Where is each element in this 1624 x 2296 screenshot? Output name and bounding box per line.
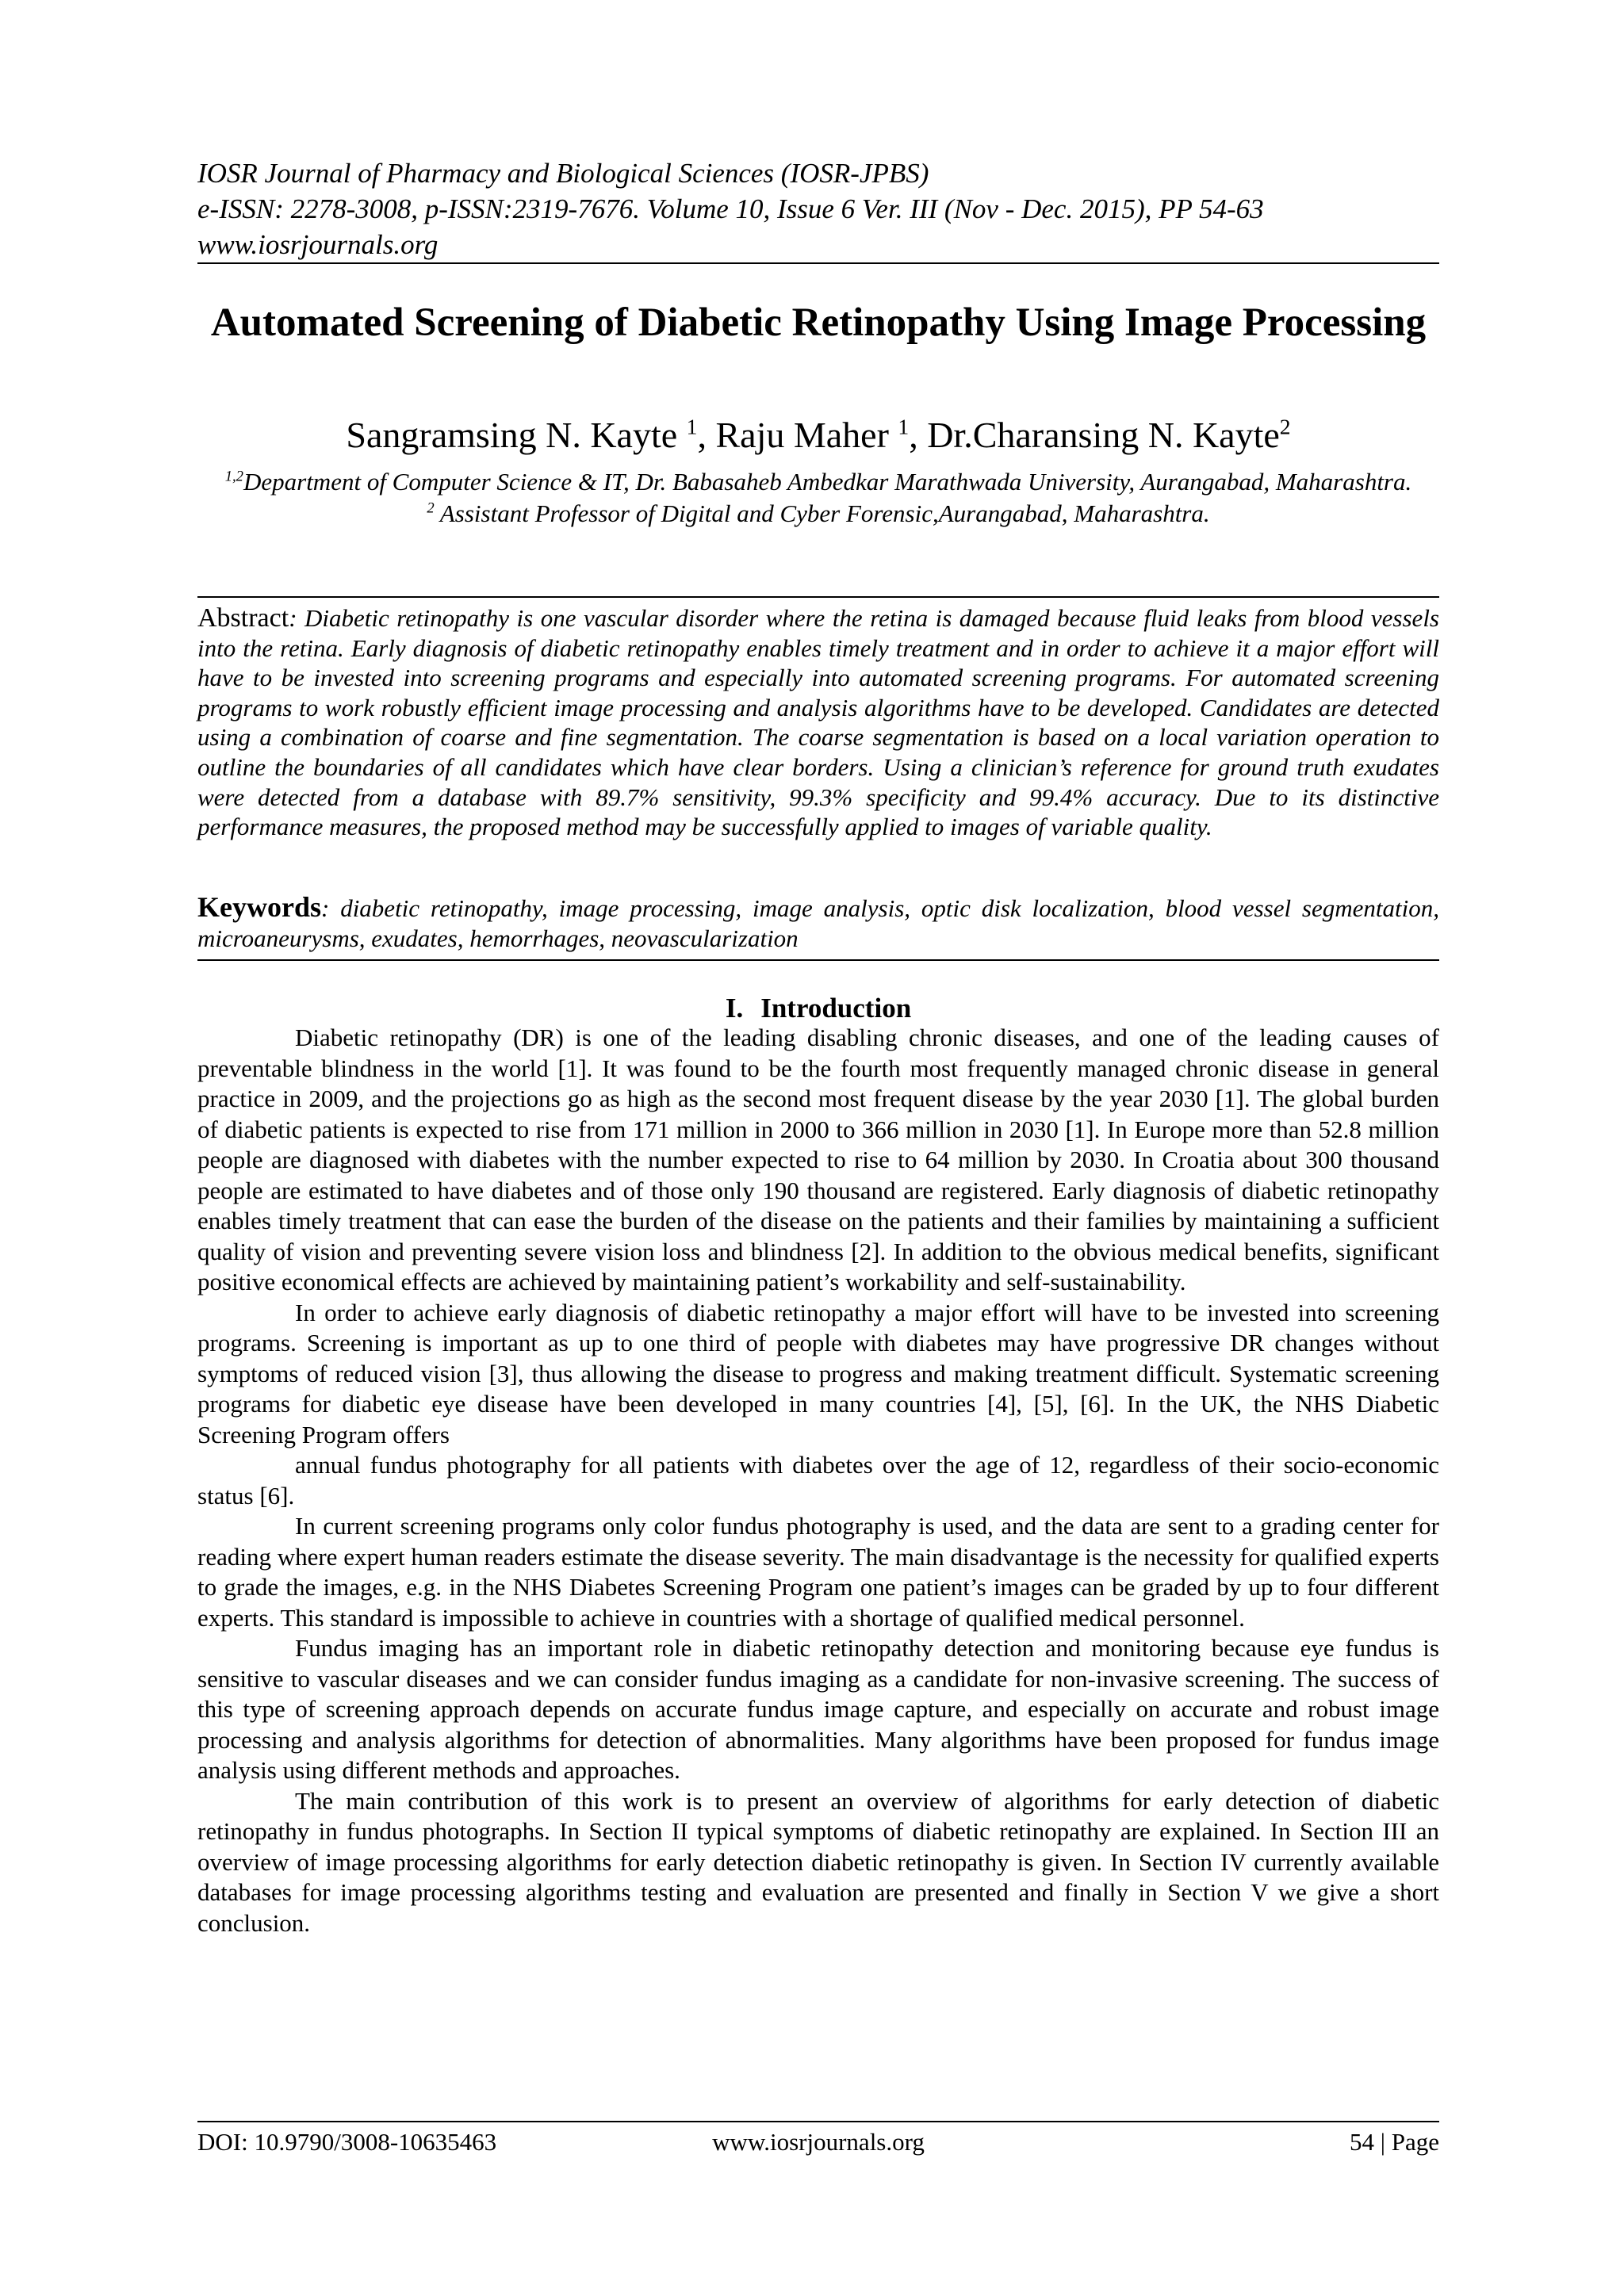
affiliations bbox=[197, 466, 1439, 530]
affiliation-line: $^2$ Assistant Professor of Digital and Cyber Forensic,Aurangabad, Maharashtra. bbox=[427, 499, 1210, 527]
paragraph: In current screening programs only color fundus photography is used, and the data are sent to a grading center for reading where expert human readers estimate the disease severity. The main disadvantage is the necessity for qualified experts to grade the images, e.g. in the NHS Diabetes Screening Program one patient’s images can be graded by up to four different experts. This standard is impossible to achieve in countries with a shortage of qualified medical personnel. bbox=[197, 1512, 1439, 1632]
footer-page-number: 54 | Page bbox=[1350, 2128, 1439, 2156]
journal-header bbox=[197, 155, 1439, 262]
abstract-text: : Diabetic retinopathy is one vascular disorder where the retina is damaged because fluid leaks from blood vessels into the retina. Early diagnosis of diabetic retinopathy enables timely treatment and in order to achieve it a major effort will have to be invested into screening programs and especially into automated screening programs. For automated screening programs to work robustly efficient image processing and analysis algorithms have to be developed. Candidates are detected using a combination of coarse and fine segmentation. The coarse segmentation is based on a local variation operation to outline the boundaries of all candidates which have clear borders. Using a clinician’s reference for ground truth exudates were detected from a database with 89.7% sensitivity, 99.3% specificity and 99.4% accuracy. Due to its distinctive performance measures, the proposed method may be successfully applied to images of variable quality. bbox=[197, 604, 1439, 841]
page-footer bbox=[197, 2126, 1439, 2158]
section-heading bbox=[197, 991, 1439, 1026]
keywords-label: Keywords bbox=[197, 891, 321, 923]
paragraph: Fundus imaging has an important role in diabetic retinopathy detection and monitoring because eye fundus is sensitive to vascular diseases and we can consider fundus imaging as a candidate for non-invasive screening. The success of this type of screening approach depends on accurate fundus image capture, and especially on accurate and robust image processing and analysis algorithms for detection of abnormalities. Many algorithms have been proposed for fundus image analysis using different methods and approaches. bbox=[197, 1634, 1439, 1784]
abstract-top-divider bbox=[197, 596, 1439, 598]
journal-name: IOSR Journal of Pharmacy and Biological Sciences (IOSR-JPBS) bbox=[197, 158, 929, 189]
paragraph: Diabetic retinopathy (DR) is one of the leading disabling chronic diseases, and one of the leading causes of preventable blindness in the world [1]. It was found to be the fourth most frequently managed chronic disease in general practice in 2009, and the projections go as high as the second most frequent disease by the year 2030 [1]. The global burden of diabetic patients is expected to rise from 171 million in 2000 to 366 million in 2030 [1]. In Europe more than 52.8 million people are diagnosed with diabetes with the number expected to rise to 64 million by 2030. In Croatia about 300 thousand people are estimated to have diabetes and of those only 190 thousand are registered. Early diagnosis of diabetic retinopathy enables timely treatment that can ease the burden of the disease on the patients and their families by maintaining a sufficient quality of vision and preventing severe vision loss and blindness [2]. In addition to the obvious medical benefits, significant positive economical effects are achieved by maintaining patient’s workability and self-sustainability. bbox=[197, 1024, 1439, 1295]
author-affil-mark: 1 bbox=[686, 414, 698, 439]
author-name: Dr.Charansing N. Kayte bbox=[927, 415, 1280, 455]
journal-issn: e-ISSN: 2278-3008, p-ISSN:2319-7676. Volume 10, Issue 6 Ver. III (Nov - Dec. 2015), PP 54-63 bbox=[197, 193, 1264, 224]
paragraph: The main contribution of this work is to present an overview of algorithms for early detection of diabetic retinopathy in fundus photographs. In Section II typical symptoms of diabetic retinopathy are explained. In Section III an overview of image processing algorithms for early detection diabetic retinopathy is given. In Section IV currently available databases for image processing algorithms testing and evaluation are presented and finally in Section V we give a short conclusion. bbox=[197, 1786, 1439, 1937]
footer-divider bbox=[197, 2121, 1439, 2122]
author-affil-mark: 1 bbox=[898, 414, 910, 439]
author-list: Sangramsing N. Kayte $^1$, Raju Maher $^1$, Dr.Charansing N. Kayte$^2$ bbox=[346, 414, 1291, 455]
paragraph: annual fundus photography for all patients with diabetes over the age of 12, regardless of their socio-economic status [6]. bbox=[197, 1451, 1439, 1510]
footer-doi: DOI: 10.9790/3008-10635463 bbox=[197, 2128, 497, 2156]
author-affil-mark: 2 bbox=[1279, 414, 1291, 439]
section-number: I. bbox=[725, 993, 744, 1024]
author-name: Raju Maher bbox=[715, 415, 898, 455]
paragraph: In order to achieve early diagnosis of diabetic retinopathy a major effort will have to be invested into screening programs. Screening is important as up to one third of people with diabetes may have progressive DR changes without symptoms of reduced vision [3], thus allowing the disease to progress and making treatment difficult. Systematic screening programs for diabetic eye disease have been developed in many countries [4], [5], [6]. In the UK, the NHS Diabetic Screening Program offers bbox=[197, 1298, 1439, 1448]
header-divider bbox=[197, 262, 1439, 264]
affiliation-line: $^{1,2}$Department of Computer Science & IT, Dr. Babasaheb Ambedkar Marathwada University, Aurangabad, Maharashtra. bbox=[224, 468, 1412, 496]
keywords-text: : diabetic retinopathy, image processing, image analysis, optic disk localization, blood vessel segmentation, microaneurysms, exudates, hemorrhages, neovascularization bbox=[197, 894, 1439, 952]
abstract-label: Abstract bbox=[197, 603, 289, 633]
abstract bbox=[197, 603, 1439, 842]
paper-title: Automated Screening of Diabetic Retinopathy Using Image Processing bbox=[210, 300, 1427, 345]
footer-website: www.iosrjournals.org bbox=[712, 2128, 925, 2156]
author-name: Sangramsing N. Kayte bbox=[346, 415, 687, 455]
keywords bbox=[197, 893, 1439, 953]
journal-website: www.iosrjournals.org bbox=[197, 229, 439, 260]
abstract-bottom-divider bbox=[197, 959, 1439, 961]
introduction-body bbox=[197, 1023, 1439, 1938]
section-title: Introduction bbox=[760, 993, 912, 1024]
